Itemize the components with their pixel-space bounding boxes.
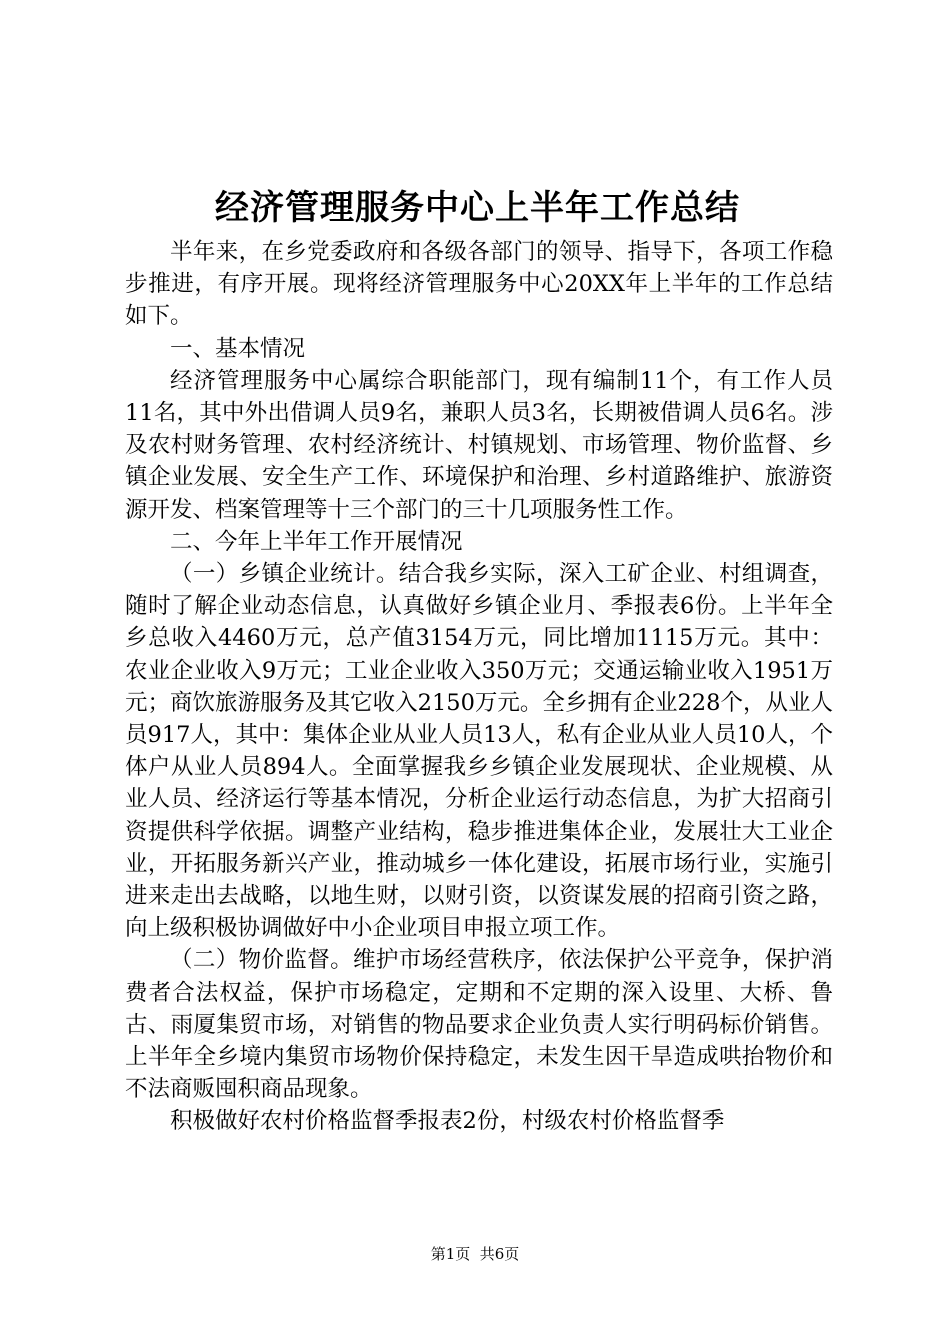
paragraph-price-report: 积极做好农村价格监督季报表2份，村级农村价格监督季 <box>170 1108 725 1135</box>
paragraph-enterprise-statistics: （一）乡镇企业统计。结合我乡实际，深入工矿企业、村组调查，随时了解企业动态信息，认真做好乡镇企业月、季报表6份。上半年全乡总收入4460万元，总产值3154万元，同比增加1115万元。其中：农业企业收入9万元；工业企业收入350万元；交通运输业收入1951万元；商饮旅游服务及其它收入2150万元。全乡拥有企业228个，从业人员917人，其中：集体企业从业人员13人，私有企业从业人员10人，个体户从业人员894人。全面掌握我乡乡镇企业发展现状、企业规模、从业人员、经济运行等基本情况，分析企业运行动态信息，为扩大招商引资提供科学依据。调整产业结构，稳步推进集体企业，发展壮大工业企业，开拓服务新兴产业，推动城乡一体化建设，拓展市场行业，实施引进来走出去战略，以地生财，以财引资，以资谋发展的招商引资之路，向上级积极协调做好中小企业项目申报立项工作。 <box>125 561 833 942</box>
section-heading-basic: 一、基本情况 <box>170 335 306 362</box>
section-heading-work: 二、今年上半年工作开展情况 <box>170 528 463 555</box>
document-body <box>125 236 833 1138</box>
paragraph-intro: 半年来，在乡党委政府和各级各部门的领导、指导下，各项工作稳步推进，有序开展。现将经济管理服务中心20XX年上半年的工作总结如下。 <box>125 239 833 330</box>
page-footer <box>0 1244 950 1264</box>
paragraph-basic-situation: 经济管理服务中心属综合职能部门，现有编制11个，有工作人员11名，其中外出借调人员9名，兼职人员3名，长期被借调人员6名。涉及农村财务管理、农村经济统计、村镇规划、市场管理、物价监督、乡镇企业发展、安全生产工作、环境保护和治理、乡村道路维护、旅游资源开发、档案管理等十三个部门的三十几项服务性工作。 <box>125 367 833 523</box>
page-number: 第1页 共6页 <box>430 1245 520 1263</box>
paragraph-price-supervision: （二）物价监督。维护市场经营秩序，依法保护公平竞争，保护消费者合法权益，保护市场稳定，定期和不定期的深入设里、大桥、鲁古、雨厦集贸市场，对销售的物品要求企业负责人实行明码标价销售。上半年全乡境内集贸市场物价保持稳定，未发生因干旱造成哄抬物价和不法商贩囤积商品现象。 <box>125 947 833 1103</box>
document-title: 经济管理服务中心上半年工作总结 <box>215 188 740 228</box>
